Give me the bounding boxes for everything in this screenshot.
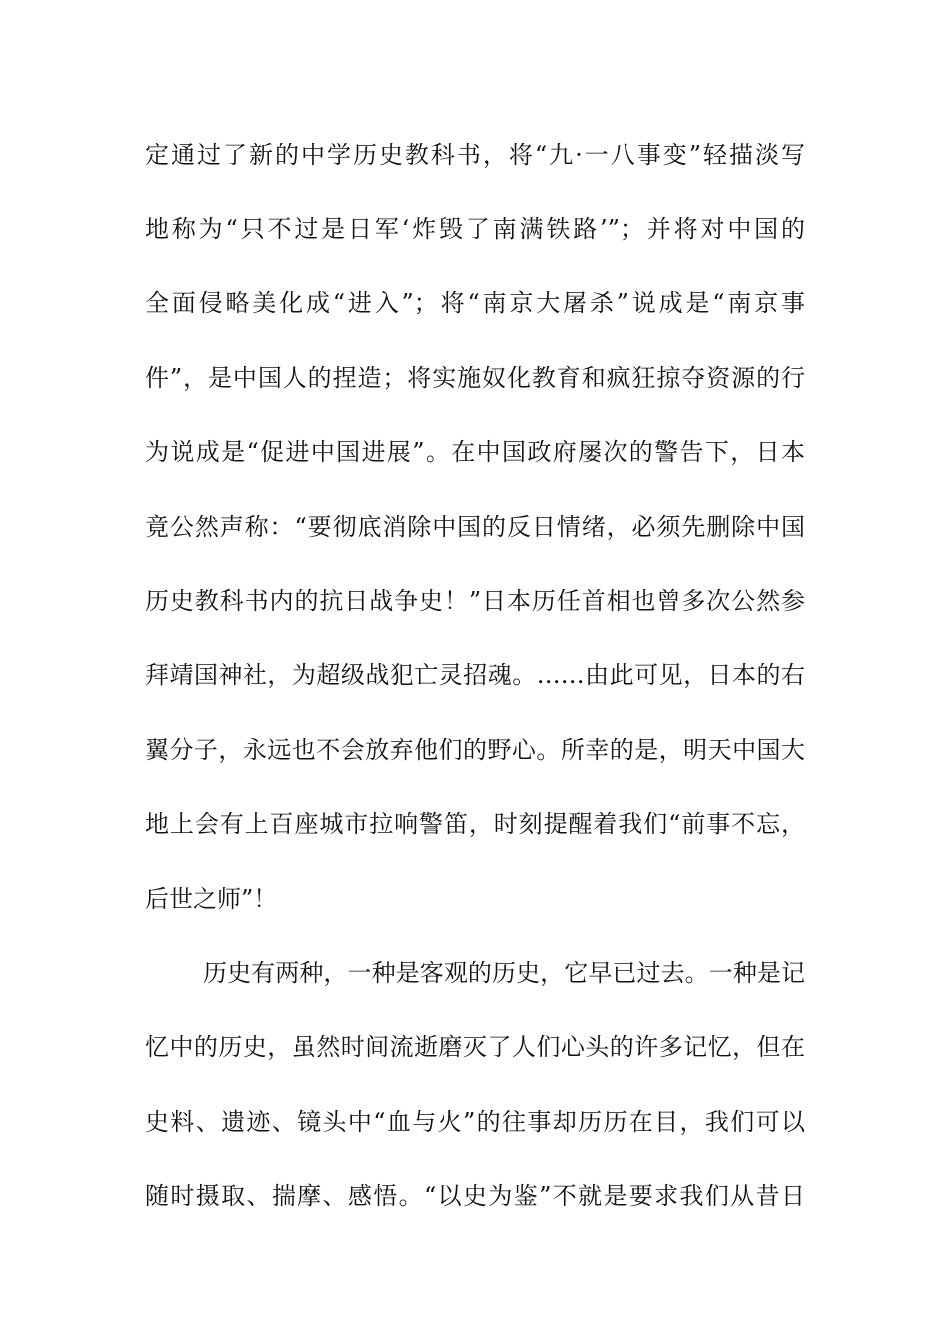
- text-line: 历史有两种，一种是客观的历史，它早已过去。一种是记: [203, 959, 805, 987]
- text-line: 历史教科书内的抗日战争史！”日本历任首相也曾多次公然参: [145, 587, 805, 615]
- text-line: 竟公然声称：“要彻底消除中国的反日情绪，必须先删除中国: [145, 513, 805, 541]
- text-line: 拜靖国神社，为超级战犯亡灵招魂。……由此可见，日本的右: [145, 661, 805, 689]
- text-line: 忆中的历史，虽然时间流逝磨灭了人们心头的许多记忆，但在: [145, 1033, 805, 1061]
- text-line: 后世之师”！: [145, 885, 278, 913]
- text-line: 史料、遗迹、镜头中“血与火”的往事却历历在目，我们可以: [145, 1108, 805, 1136]
- text-line: 件”，是中国人的捏造；将实施奴化教育和疯狂掠夺资源的行: [145, 364, 805, 392]
- text-line: 地上会有上百座城市拉响警笛，时刻提醒着我们“前事不忘，: [145, 810, 805, 838]
- text-line: 随时摄取、揣摩、感悟。“以史为鉴”不就是要求我们从昔日: [145, 1182, 805, 1210]
- text-line: 为说成是“促进中国进展”。在中国政府屡次的警告下，日本: [145, 438, 805, 466]
- text-line: 定通过了新的中学历史教科书，将“九·一八事变”轻描淡写: [145, 141, 805, 169]
- text-line: 地称为“只不过是日军‘炸毁了南满铁路’”；并将对中国的: [145, 215, 805, 243]
- text-line: 全面侵略美化成“进入”；将“南京大屠杀”说成是“南京事: [145, 289, 805, 317]
- text-line: 翼分子，永远也不会放弃他们的野心。所幸的是，明天中国大: [145, 736, 805, 764]
